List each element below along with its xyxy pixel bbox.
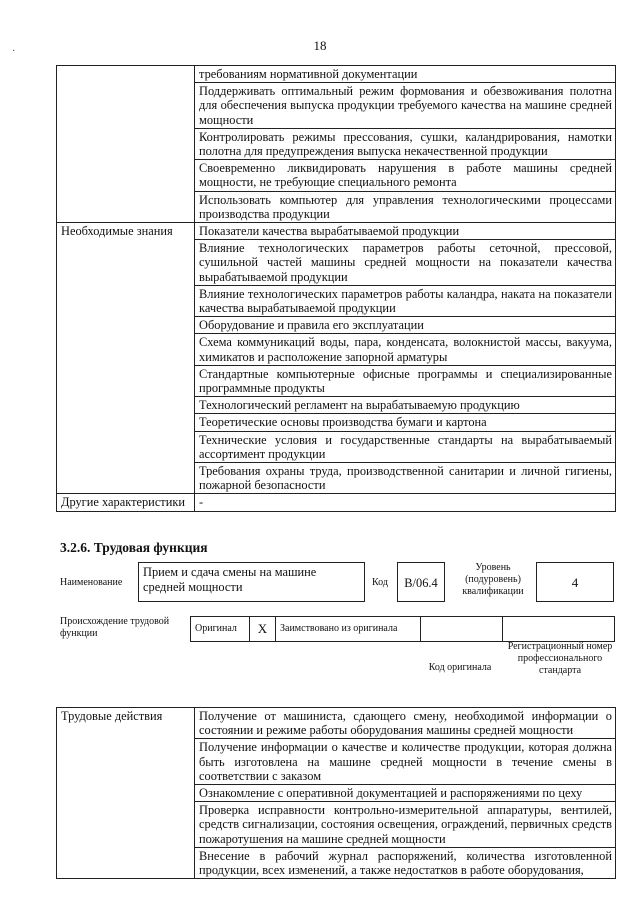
list-item: Влияние технологических параметров работы сеточной, прессовой, сушильной частей машины средней мощности на показатели качества вырабатываемой продукции (195, 240, 616, 286)
list-item: Получение от машиниста, сдающего смену, необходимой информации о состоянии и режиме работы оборудования машины средней мощности (195, 708, 616, 739)
origin-row (190, 616, 615, 642)
list-item: Теоретические основы производства бумаги и картона (195, 414, 616, 431)
section-title: 3.2.6. Трудовая функция (60, 540, 208, 555)
function-code-box: В/06.4 (397, 562, 445, 602)
table-row (57, 494, 616, 511)
row-label-other: Другие характеристики (57, 494, 195, 511)
row-label-actions: Трудовые действия (57, 708, 195, 879)
code-original-label: Код оригинала (428, 662, 492, 673)
qualification-level-label: Уровень (подуровень) квалификации (462, 562, 524, 597)
row-label (57, 66, 195, 223)
original-label: Оригинал (191, 617, 250, 641)
list-item: Поддерживать оптимальный режим формования и обезвоживания полотна для обеспечения выпуска продукции требуемого качества на машине средней мощности (195, 83, 616, 129)
page-number: 18 (313, 38, 327, 53)
reg-number-cell (503, 617, 616, 641)
original-mark: X (250, 617, 276, 641)
borrowed-label: Заимствовано из оригинала (276, 617, 421, 641)
table-row (57, 66, 616, 83)
list-item: Требования охраны труда, производственной санитарии и личной гигиены, пожарной безопасности (195, 463, 616, 494)
origin-label: Происхождение трудовой функции (60, 616, 170, 639)
list-item: Оборудование и правила его эксплуатации (195, 317, 616, 334)
list-item: Стандартные компьютерные офисные программы и специализированные программные продукты (195, 365, 616, 396)
function-name-box: Прием и сдача смены на машине средней мощности (138, 562, 365, 602)
row-label-knowledge: Необходимые знания (57, 223, 195, 494)
original-code-cell (421, 617, 503, 641)
table-row (57, 223, 616, 240)
list-item: Своевременно ликвидировать нарушения в работе машины средней мощности, не требующие специального ремонта (195, 160, 616, 191)
list-item: Показатели качества вырабатываемой продукции (195, 223, 616, 240)
list-item: - (195, 494, 616, 511)
list-item: требованиям нормативной документации (195, 66, 616, 83)
labor-actions-table (56, 707, 616, 879)
qualification-level-box: 4 (536, 562, 614, 602)
table-row (57, 708, 616, 739)
list-item: Контролировать режимы прессования, сушки, каландрирования, намотки полотна для предупреждения выпуска некачественной продукции (195, 128, 616, 159)
list-item: Технические условия и государственные стандарты на вырабатываемый ассортимент продукции (195, 431, 616, 462)
list-item: Технологический регламент на вырабатываемую продукцию (195, 397, 616, 414)
code-label: Код (372, 577, 388, 588)
list-item: Получение информации о качестве и количестве продукции, которая должна быть изготовлена на машине средней мощности в течение смены в соответствии с заказом (195, 739, 616, 785)
margin-mark: · (12, 46, 16, 57)
list-item: Проверка исправности контрольно-измерительной аппаратуры, вентилей, средств сигнализации, состояния освещения, ограждений, первичных средств пожаротушения на машине средней мощности (195, 802, 616, 848)
reg-number-label: Регистрационный номер профессионального стандарта (507, 641, 613, 676)
list-item: Ознакомление с оперативной документацией и распоряжениями по цеху (195, 785, 616, 802)
name-label: Наименование (60, 577, 123, 588)
list-item: Схема коммуникаций воды, пара, конденсата, волокнистой массы, вакуума, химикатов и расположение запорной арматуры (195, 334, 616, 365)
list-item: Влияние технологических параметров работы каландра, наката на показатели качества вырабатываемой продукции (195, 285, 616, 316)
requirements-table-top (56, 65, 616, 512)
list-item: Внесение в рабочий журнал распоряжений, количества изготовленной продукции, всех изменений, а также недостатков в работе оборудования, (195, 847, 616, 878)
list-item: Использовать компьютер для управления технологическими процессами производства продукции (195, 191, 616, 222)
